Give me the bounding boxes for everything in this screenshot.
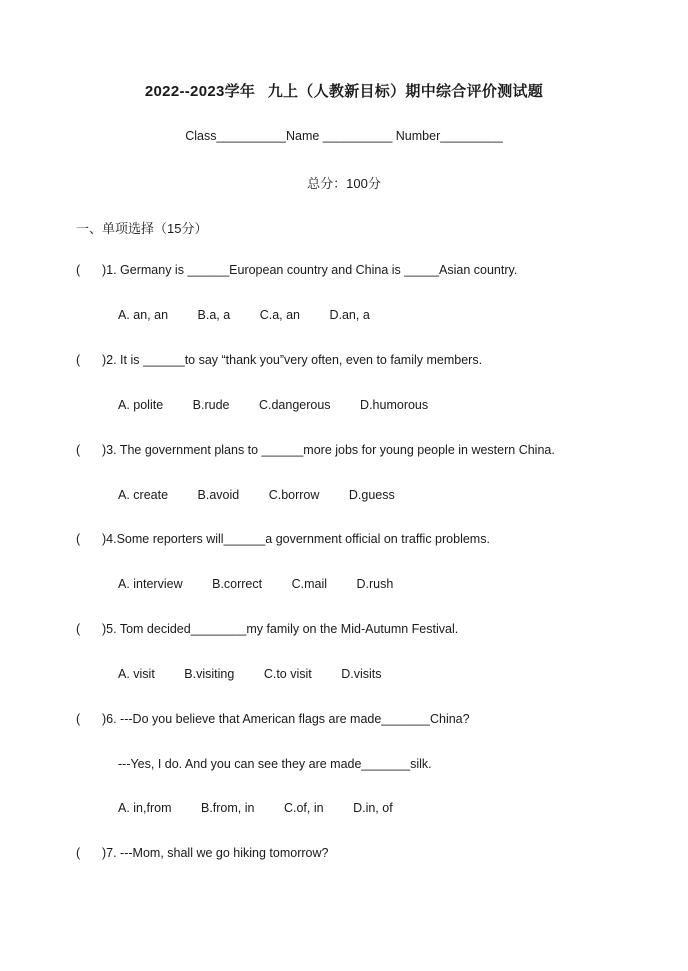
option-a: A. create [118, 488, 169, 502]
option-a: A. interview [118, 577, 183, 591]
question-text: )5. Tom decided________my family on the Mid-Autumn Festival. [102, 622, 459, 636]
option-d: D.humorous [360, 398, 429, 412]
option-c: C.of, in [283, 801, 324, 815]
option-d: D.in, of [353, 801, 393, 815]
question-7 [76, 846, 328, 860]
option-d: D.rush [356, 577, 394, 591]
option-c: C.dangerous [258, 398, 331, 412]
option-d: D.an, a [329, 308, 370, 322]
option-c: C.to visit [263, 667, 312, 681]
question-6-reply: ---Yes, I do. And you can see they are made_______silk. [118, 757, 432, 771]
option-d: D.guess [348, 488, 395, 502]
option-c: C.borrow [268, 488, 320, 502]
option-c: C.a, an [259, 308, 300, 322]
question-2-options [118, 398, 454, 412]
question-3 [76, 443, 555, 457]
title-year: 2022--2023学年 [144, 83, 256, 100]
answer-paren: ( [76, 846, 81, 860]
student-info-line: Class__________Name __________ Number_________ [185, 129, 503, 143]
question-text: )1. Germany is ______European country and China is _____Asian country. [102, 263, 518, 277]
option-b: B.correct [212, 577, 263, 591]
question-text: )4.Some reporters will______a government official on traffic problems. [102, 532, 490, 546]
option-b: B.a, a [197, 308, 231, 322]
question-4 [76, 532, 490, 546]
answer-paren: ( [76, 532, 81, 546]
question-text: )3. The government plans to ______more jobs for young people in western China. [102, 443, 555, 457]
answer-paren: ( [76, 263, 81, 277]
question-text: )7. ---Mom, shall we go hiking tomorrow? [102, 846, 329, 860]
question-2 [76, 353, 482, 367]
title-subtitle: 九上（人教新目标）期中综合评价测试题 [267, 83, 544, 100]
total-score: 总分：100分 [307, 176, 381, 191]
option-a: A. an, an [118, 308, 169, 322]
question-6-options [118, 801, 419, 815]
question-5 [76, 622, 458, 636]
question-1-options [118, 308, 396, 322]
question-5-options [118, 667, 408, 681]
page-title [0, 80, 688, 101]
option-b: B.rude [192, 398, 230, 412]
option-d: D.visits [341, 667, 382, 681]
question-text: )2. It is ______to say “thank you”very often, even to family members. [102, 353, 483, 367]
section-heading: 一、单项选择（15分） [76, 221, 208, 236]
question-text: )6. ---Do you believe that American flags are made_______China? [102, 712, 470, 726]
option-b: B.avoid [197, 488, 240, 502]
option-a: A. polite [118, 398, 164, 412]
option-a: A. visit [118, 667, 155, 681]
question-1 [76, 263, 517, 277]
question-3-options [118, 488, 421, 502]
answer-paren: ( [76, 443, 81, 457]
question-6 [76, 712, 470, 726]
option-b: B.visiting [184, 667, 235, 681]
answer-paren: ( [76, 622, 81, 636]
option-a: A. in,from [118, 801, 172, 815]
answer-paren: ( [76, 353, 81, 367]
question-4-options [118, 577, 419, 591]
option-b: B.from, in [200, 801, 255, 815]
answer-paren: ( [76, 712, 81, 726]
option-c: C.mail [291, 577, 328, 591]
